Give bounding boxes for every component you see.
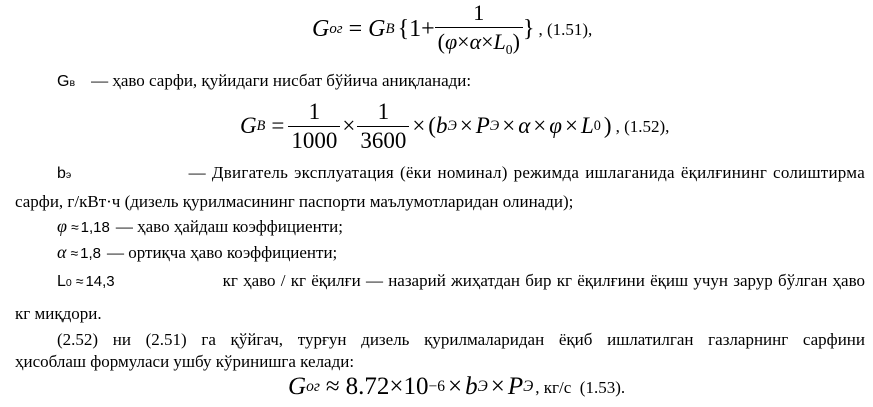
equation-1-53: [288, 368, 625, 406]
eq153-times-ten: ×10: [389, 373, 429, 400]
eq151-equals: =: [348, 15, 363, 42]
eq153-approx: ≈: [325, 373, 340, 400]
equation-1-52: [240, 96, 669, 156]
def-be-line2: сарфи, г/кВт·ч (дизель қурилмасининг паспорти маълумотларидан олинади);: [15, 192, 574, 211]
eq151-lhs-sub: ог: [329, 20, 343, 37]
eq152-t3: ×: [533, 113, 547, 138]
eq152-P-sub: Э: [489, 117, 500, 134]
eq151-den-phi: φ: [444, 29, 458, 55]
def-alpha-value: 1,8: [80, 245, 101, 262]
eq151-numerator: 1: [435, 0, 523, 28]
def-alpha: [57, 242, 337, 264]
eq153-lhs-sub: ог: [306, 378, 320, 395]
eq152-times1: ×: [342, 113, 356, 138]
eq153-b: b: [465, 373, 478, 400]
eq153-exp: −6: [428, 378, 445, 395]
def-be-symbol: b: [57, 165, 66, 182]
eq152-lhs-var: G: [240, 113, 257, 138]
eq151-label: , (1.51),: [538, 19, 593, 39]
eq152-fraction-2: [357, 99, 409, 154]
def-alpha-text: — ортиқча ҳаво коэффициенти;: [107, 243, 338, 262]
def-l0-text-line1: кг ҳаво / кг ёқилғи — назарий жиҳатдан бир кг ёқилғини ёқиш учун зарур бўлган ҳаво: [222, 271, 865, 290]
eq152-L: L: [580, 113, 594, 138]
eq151-rhs-sub: B: [385, 20, 395, 37]
eq152-paren-close: ): [603, 113, 612, 138]
eq152-paren-open: (: [428, 113, 436, 138]
eq152-label: , (1.52),: [615, 116, 670, 136]
eq151-den-L: L: [493, 29, 506, 55]
def-gb-symbol-sub: в: [69, 77, 76, 89]
eq151-lhs-var: G: [312, 15, 330, 42]
eq151-den-open: (: [437, 29, 445, 55]
eq151-open: {1+: [397, 15, 435, 42]
eq153-times1: ×: [447, 373, 463, 400]
def-l0-line2: кг миқдори.: [15, 304, 102, 323]
eq153-lhs-var: G: [288, 373, 307, 400]
eq153-P: P: [507, 373, 524, 400]
def-l0-value: 14,3: [85, 273, 115, 290]
eq151-close: }: [522, 15, 535, 42]
eq152-t4: ×: [564, 113, 578, 138]
eq151-denominator: [435, 28, 523, 58]
eq152-t2: ×: [502, 113, 516, 138]
def-l0-line1: [57, 270, 865, 294]
para-line1: (2.52) ни (2.51) га қўйгач, турғун дизель қурилмаларидан ёқиб ишлатилган газларнинг сарфини: [57, 330, 865, 349]
eq152-f2-den: 3600: [360, 127, 407, 153]
eq153-P-sub: Э: [523, 378, 534, 395]
eq153-coef: 8.72: [345, 373, 390, 400]
def-alpha-symbol: α: [57, 242, 67, 262]
def-be-symbol-sub: э: [65, 169, 72, 181]
eq151-den-alpha: α: [469, 29, 482, 55]
eq152-fraction-1: [288, 99, 340, 154]
eq153-b-sub: Э: [477, 378, 488, 395]
eq152-f1-den: 1000: [291, 127, 338, 153]
eq152-phi: φ: [549, 113, 562, 138]
eq152-b-sub: Э: [447, 117, 457, 134]
def-phi-value: 1,18: [80, 219, 110, 236]
eq151-den-times2: ×: [481, 29, 494, 55]
def-gb: [57, 70, 471, 94]
eq152-b: b: [435, 113, 448, 138]
eq152-alpha: α: [518, 113, 531, 138]
def-gb-symbol: G: [57, 73, 70, 90]
eq151-den-L-sub: 0: [505, 41, 513, 57]
eq151-den-times1: ×: [457, 29, 470, 55]
def-phi-text: — ҳаво ҳайдаш коэффициенти;: [115, 217, 343, 236]
eq153-times2: ×: [490, 373, 505, 400]
eq152-equals: =: [271, 113, 285, 138]
eq151-fraction: [435, 0, 523, 58]
def-phi: [57, 216, 343, 238]
para-line2: ҳисоблаш формуласи ушбу кўринишга келади:: [15, 352, 355, 371]
def-be-symbol-wrap: [57, 163, 71, 186]
def-l0-approx: ≈: [75, 273, 84, 289]
eq152-f1-num: 1: [288, 99, 340, 127]
eq151-rhs-var: G: [368, 15, 386, 42]
eq151-den-close: ): [512, 29, 520, 55]
eq152-L-sub: 0: [593, 117, 601, 134]
def-alpha-approx: ≈: [70, 245, 79, 261]
eq152-P: P: [475, 113, 490, 138]
def-l0-symbol-sub: 0: [65, 277, 72, 289]
def-l0-symbol-wrap: [57, 271, 115, 294]
def-gb-text: — ҳаво сарфи, қуйидаги нисбат бўйича аниқланади:: [91, 71, 472, 90]
eq152-lhs-sub: B: [256, 117, 266, 134]
def-phi-symbol: φ: [57, 216, 67, 236]
eq152-f2-num: 1: [357, 99, 409, 127]
def-l0-symbol: L: [57, 273, 66, 290]
eq152-t1: ×: [459, 113, 473, 138]
def-be-text-line1: — Двигатель эксплуатация (ёки номинал) режимда ишлаганида ёқилғининг солиштирма: [188, 163, 865, 182]
def-be-line1: [57, 162, 865, 186]
def-phi-approx: ≈: [70, 219, 79, 235]
equation-1-51: [312, 0, 592, 58]
eq152-times2: ×: [412, 113, 426, 138]
eq153-label: , кг/с (1.53).: [535, 377, 626, 397]
